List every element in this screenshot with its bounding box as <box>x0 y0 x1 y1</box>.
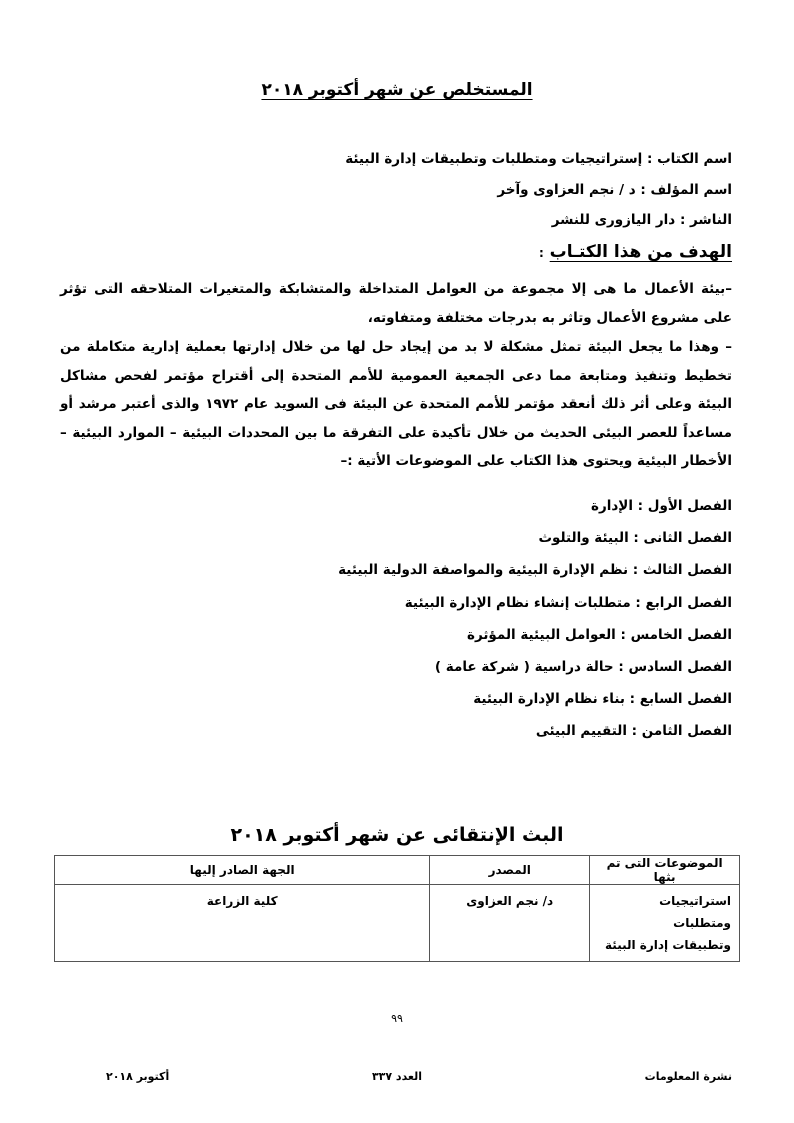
header-topics: الموضوعات التى تم بثها <box>590 856 740 885</box>
goal-heading <box>539 242 732 262</box>
goal-heading-colon: : <box>538 246 544 260</box>
broadcast-title: البث الإنتقائى عن شهر أكتوبر ٢٠١٨ <box>230 824 564 846</box>
chapter-item: الفصل الأول : الإدارة <box>590 498 732 514</box>
header-source: المصدر <box>430 856 590 885</box>
chapter-item: الفصل الثامن : التقييم البيئى <box>535 723 732 740</box>
chapter-item: الفصل الثانى : البيئة والتلوث <box>538 530 732 547</box>
topic-line-1: استراتيجيات ومتطلبات <box>659 894 731 930</box>
footer-newsletter: نشرة المعلومات <box>644 1070 732 1083</box>
table-header-row <box>55 856 740 885</box>
cell-topic <box>590 885 740 962</box>
goal-paragraph-1: –بيئة الأعمال ما هى إلا مجموعة من العوامل المتداخلة والمتشابكة والمتغيرات المتلاحقه التى تؤثر على مشروع الأعمال وتاثر به بدرجات مختلفة ومتفاوته، <box>60 281 732 326</box>
broadcast-table <box>54 855 740 962</box>
book-name: اسم الكتاب : إستراتيجيات ومتطلبات وتطبيقات إدارة البيئة <box>345 151 732 167</box>
page-title-text: المستخلص عن شهر أكتوبر ٢٠١٨ <box>261 80 533 100</box>
topic-line-2: وتطبيقات إدارة البيئة <box>605 938 731 952</box>
book-author: اسم المؤلف : د / نجم العزاوى وآخر <box>497 182 732 198</box>
goal-heading-text: الهدف من هذا الكتـاب <box>549 242 732 262</box>
chapter-list <box>338 490 732 748</box>
chapter-item: الفصل الثالث : نظم الإدارة البيئية والمواصفة الدولية البيئية <box>338 562 732 579</box>
footer-issue: العدد ٣٣٧ <box>371 1070 423 1083</box>
chapter-item: الفصل الخامس : العوامل البيئية المؤثرة <box>467 626 732 643</box>
goal-paragraph-2: – وهذا ما يجعل البيئة تمثل مشكلة لا بد من إيجاد حل لها من خلال إدارتها بعملية إدارية متكاملة من تخطيط وتنفيذ ومتابعة مما دعى الجمعية العمومية للأمم المتحدة إلى أقتراح مؤتمر لفحص مشاكل البيئة وعلى أثر ذلك أنعقد مؤتمر للأمم المتحدة عن البيئة فى السويد عام ١٩٧٢ والذى أعتبر مرشد أو مساعداً للعصر البيئى الحديث من خلال تأكيدة على التفرقة ما بين المحددات البيئية – الموارد البيئية – الأخطار البيئية ويحتوى هذا الكتاب على الموضوعات الأتية :– <box>60 339 732 470</box>
chapter-item: الفصل السابع : بناء نظام الإدارة البيئية <box>473 691 732 708</box>
chapter-item: الفصل السادس : حالة دراسية ( شركة عامة ) <box>434 659 732 676</box>
header-recipient: الجهة الصادر إليها <box>55 856 430 885</box>
chapter-item: الفصل الرابع : متطلبات إنشاء نظام الإدارة البيئية <box>404 594 732 611</box>
cell-source: د/ نجم العزاوى <box>430 885 590 962</box>
page-number: ٩٩ <box>391 1012 403 1025</box>
page-title <box>0 80 794 100</box>
book-publisher: الناشر : دار اليازورى للنشر <box>551 212 732 228</box>
footer-date: أكتوبر ٢٠١٨ <box>106 1070 170 1083</box>
table-row <box>55 885 740 962</box>
cell-recipient: كلية الزراعة <box>55 885 430 962</box>
